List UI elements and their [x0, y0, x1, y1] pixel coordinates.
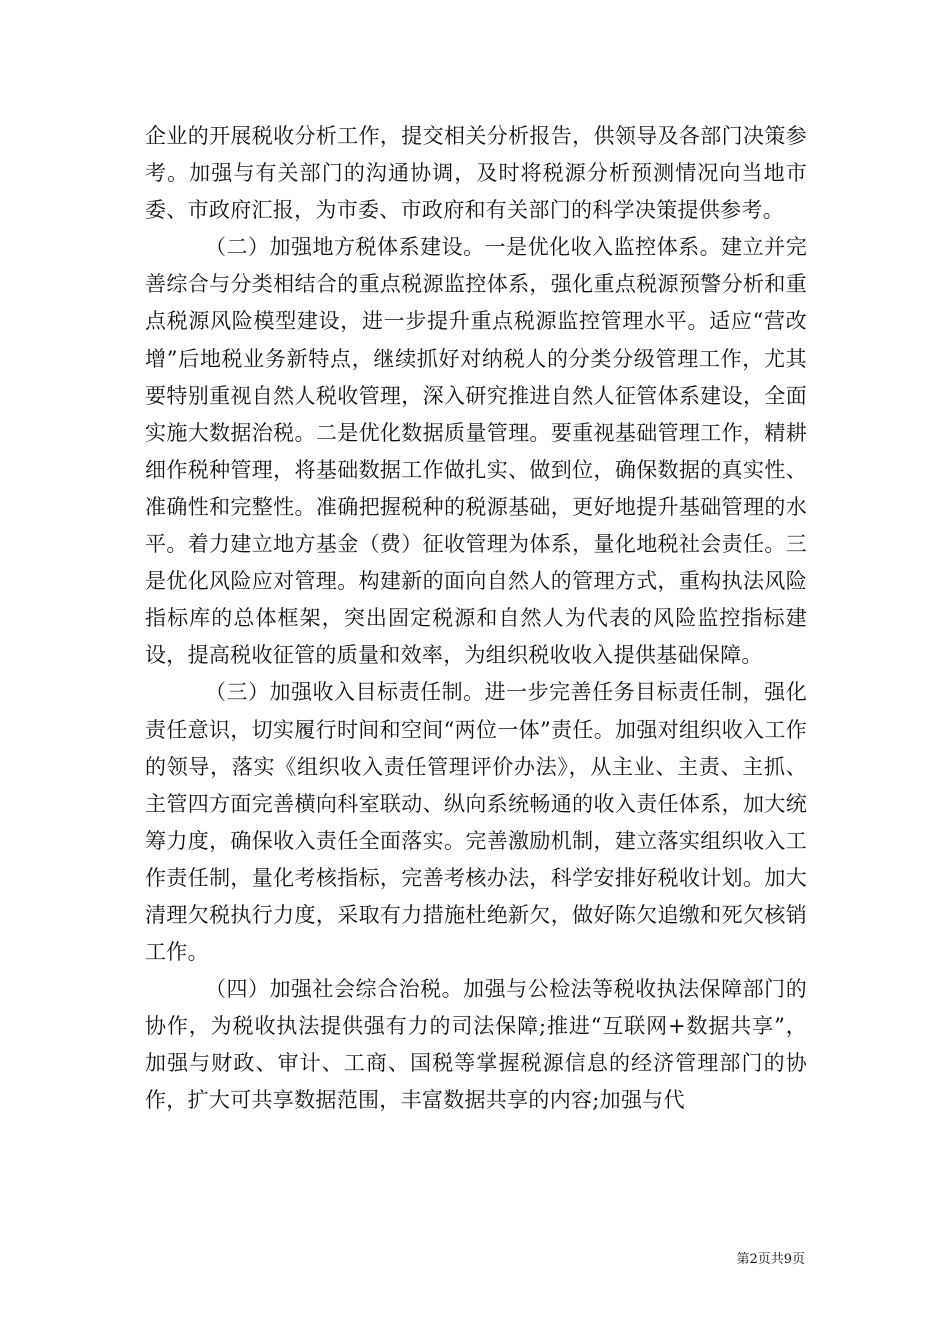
paragraph-section-4: （四）加强社会综合治税。加强与公检法等税收执法保障部门的协作，为税收执法提供强有力的司法保障;推进“互联网+数据共享”，加强与财政、审计、工商、国税等掌握税源信息的经济管理部门的协作，扩大可共享数据范围，丰富数据共享的内容;加强与代 — [145, 977, 807, 1113]
paragraph-section-2: （二）加强地方税体系建设。一是优化收入监控体系。建立并完善综合与分类相结合的重点税源监控体系，强化重点税源预警分析和重点税源风险模型建设，进一步提升重点税源监控管理水平。适应“营改增”后地税业务新特点，继续抓好对纳税人的分类分级管理工作，尤其要特别重视自然人税收管理，深入研究推进自然人征管体系建设，全面实施大数据治税。二是优化数据质量管理。要重视基础管理工作，精耕细作税种管理，将基础数据工作做扎实、做到位，确保数据的真实性、准确性和完整性。准确把握税种的税源基础，更好地提升基础管理的水平。着力建立地方基金（费）征收管理为体系，量化地税社会责任。三是优化风险应对管理。构建新的面向自然人的管理方式，重构执法风险指标库的总体框架，突出固定税源和自然人为代表的风险监控指标建设，提高税收征管的质量和效率，为组织税收收入提供基础保障。 — [145, 235, 807, 668]
paragraph-section-3: （三）加强收入目标责任制。进一步完善任务目标责任制，强化责任意识，切实履行时间和空间“两位一体”责任。加强对组织收入工作的领导，落实《组织收入责任管理评价办法》，从主业、主责、主抓、主管四方面完善横向科室联动、纵向系统畅通的收入责任体系，加大统筹力度，确保收入责任全面落实。完善激励机制，建立落实组织收入工作责任制，量化考核指标，完善考核办法，科学安排好税收计划。加大清理欠税执行力度，采取有力措施杜绝新欠，做好陈欠追缴和死欠核销工作。 — [145, 680, 807, 965]
page-number-footer: 第2页共9页 — [736, 1252, 805, 1267]
paragraph-continued: 企业的开展税收分析工作，提交相关分析报告，供领导及各部门决策参考。加强与有关部门的沟通协调，及时将税源分析预测情况向当地市委、市政府汇报，为市委、市政府和有关部门的科学决策提供参考。 — [145, 124, 807, 223]
document-body — [145, 118, 807, 1120]
